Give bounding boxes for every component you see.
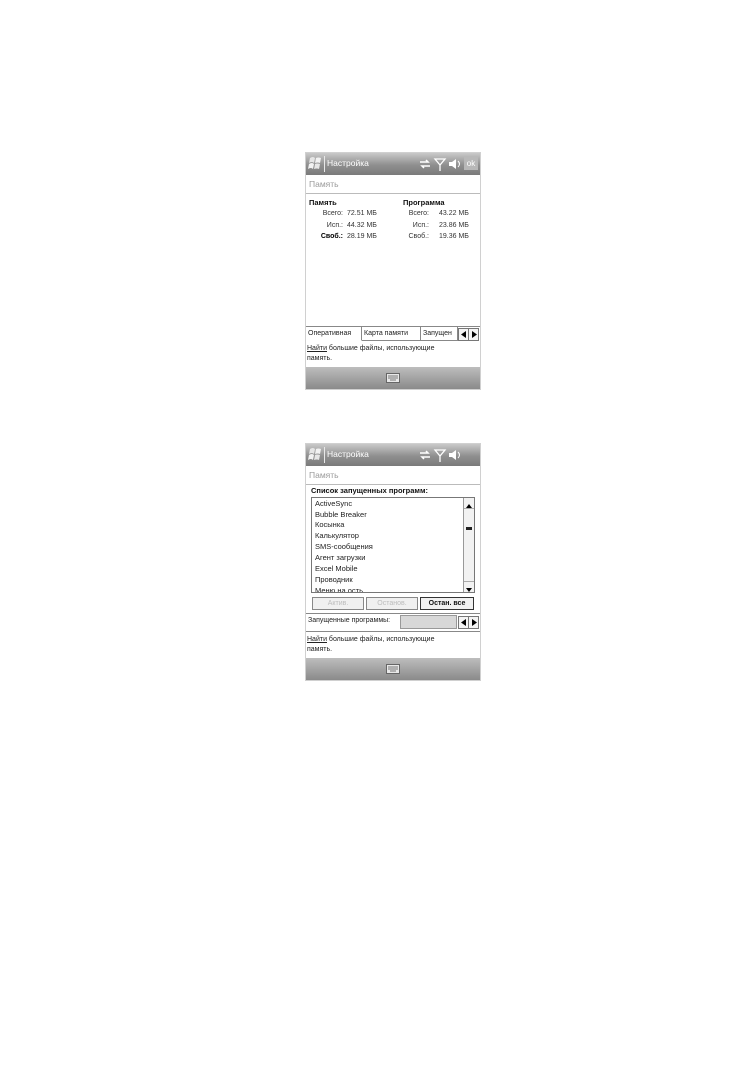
storage-free-value: 19.36 МБ xyxy=(439,233,469,240)
list-item[interactable]: Меню на ость xyxy=(315,586,364,593)
list-item[interactable]: Косынка xyxy=(315,520,345,529)
ok-button[interactable]: ok xyxy=(464,157,478,170)
activate-button[interactable]: Актив. xyxy=(312,597,364,610)
find-text: большие файлы, использующие xyxy=(326,636,435,643)
arrow-up-icon xyxy=(464,501,474,511)
list-scrollbar[interactable] xyxy=(463,498,474,592)
arrow-left-icon xyxy=(461,619,467,626)
storage-column-title: Программа xyxy=(403,198,445,207)
volume-icon[interactable] xyxy=(448,156,462,172)
page-title: Память xyxy=(309,179,339,189)
arrow-left-icon xyxy=(461,331,467,338)
find-large-files-hint xyxy=(307,344,477,354)
ram-total-value: 72.51 МБ xyxy=(347,210,377,217)
running-list-title: Список запущенных программ: xyxy=(311,486,429,495)
ram-free-value: 28.19 МБ xyxy=(347,233,377,240)
connectivity-icon[interactable] xyxy=(418,156,432,172)
running-programs-screen xyxy=(305,443,481,681)
running-programs-selector[interactable] xyxy=(400,615,457,629)
signal-icon[interactable] xyxy=(433,447,447,463)
arrow-right-icon xyxy=(471,331,477,338)
ram-used-value: 44.32 МБ xyxy=(347,222,377,229)
divider xyxy=(306,613,480,614)
list-item[interactable]: Калькулятор xyxy=(315,531,359,540)
memory-screen xyxy=(305,152,481,390)
tab-scroll-right-button[interactable] xyxy=(468,328,479,341)
scroll-down-button[interactable] xyxy=(464,581,474,592)
list-item[interactable]: Агент загрузки xyxy=(315,553,366,562)
signal-icon[interactable] xyxy=(433,156,447,172)
window-title: Настройка xyxy=(327,449,369,459)
tab-bar xyxy=(306,326,480,342)
scroll-up-button[interactable] xyxy=(464,498,474,509)
ram-used-label: Исп.: xyxy=(326,222,343,229)
storage-total-value: 43.22 МБ xyxy=(439,210,469,217)
divider xyxy=(306,193,480,194)
keyboard-icon[interactable] xyxy=(386,664,400,674)
volume-icon[interactable] xyxy=(448,447,462,463)
stop-all-button[interactable]: Остан. все xyxy=(420,597,474,610)
list-item[interactable]: SMS-сообщения xyxy=(315,542,373,551)
running-programs-label: Запущенные программы: xyxy=(308,617,391,624)
tab-running[interactable]: Запущен xyxy=(421,327,458,341)
divider xyxy=(306,631,480,632)
connectivity-icon[interactable] xyxy=(418,447,432,463)
scroll-thumb[interactable] xyxy=(466,527,472,530)
list-item[interactable]: ActiveSync xyxy=(315,499,353,508)
menu-bar xyxy=(306,658,480,680)
find-link[interactable]: Найти xyxy=(307,345,327,352)
arrow-right-icon xyxy=(471,619,477,626)
tab-ram[interactable]: Оперативная xyxy=(306,327,362,341)
window-title: Настройка xyxy=(327,158,369,168)
find-text-line2: память. xyxy=(307,646,333,653)
ram-total-label: Всего: xyxy=(322,210,343,217)
windows-start-icon[interactable] xyxy=(308,446,322,463)
storage-used-label: Исп.: xyxy=(412,222,429,229)
list-item[interactable]: Проводник xyxy=(315,575,353,584)
storage-used-value: 23.86 МБ xyxy=(439,222,469,229)
running-programs-list[interactable] xyxy=(311,497,475,593)
menu-bar xyxy=(306,367,480,389)
arrow-down-icon xyxy=(464,585,474,593)
tab-memory-card[interactable]: Карта памяти xyxy=(362,327,421,341)
find-text: большие файлы, использующие xyxy=(326,345,435,352)
list-item[interactable]: Excel Mobile xyxy=(315,564,358,573)
tab-scroll-right-button[interactable] xyxy=(468,616,479,629)
ram-column-title: Память xyxy=(309,198,337,207)
storage-free-label: Своб.: xyxy=(408,233,429,240)
keyboard-icon[interactable] xyxy=(386,373,400,383)
windows-start-icon[interactable] xyxy=(308,155,322,172)
find-link[interactable]: Найти xyxy=(307,636,327,643)
divider xyxy=(306,484,480,485)
stop-button[interactable]: Останов. xyxy=(366,597,418,610)
find-large-files-hint xyxy=(307,635,477,645)
title-bar xyxy=(306,444,480,466)
title-bar xyxy=(306,153,480,175)
find-text-line2: память. xyxy=(307,355,333,362)
page-title: Память xyxy=(309,470,339,480)
storage-total-label: Всего: xyxy=(408,210,429,217)
list-item[interactable]: Bubble Breaker xyxy=(315,510,367,519)
ram-free-label: Своб.: xyxy=(320,233,343,240)
